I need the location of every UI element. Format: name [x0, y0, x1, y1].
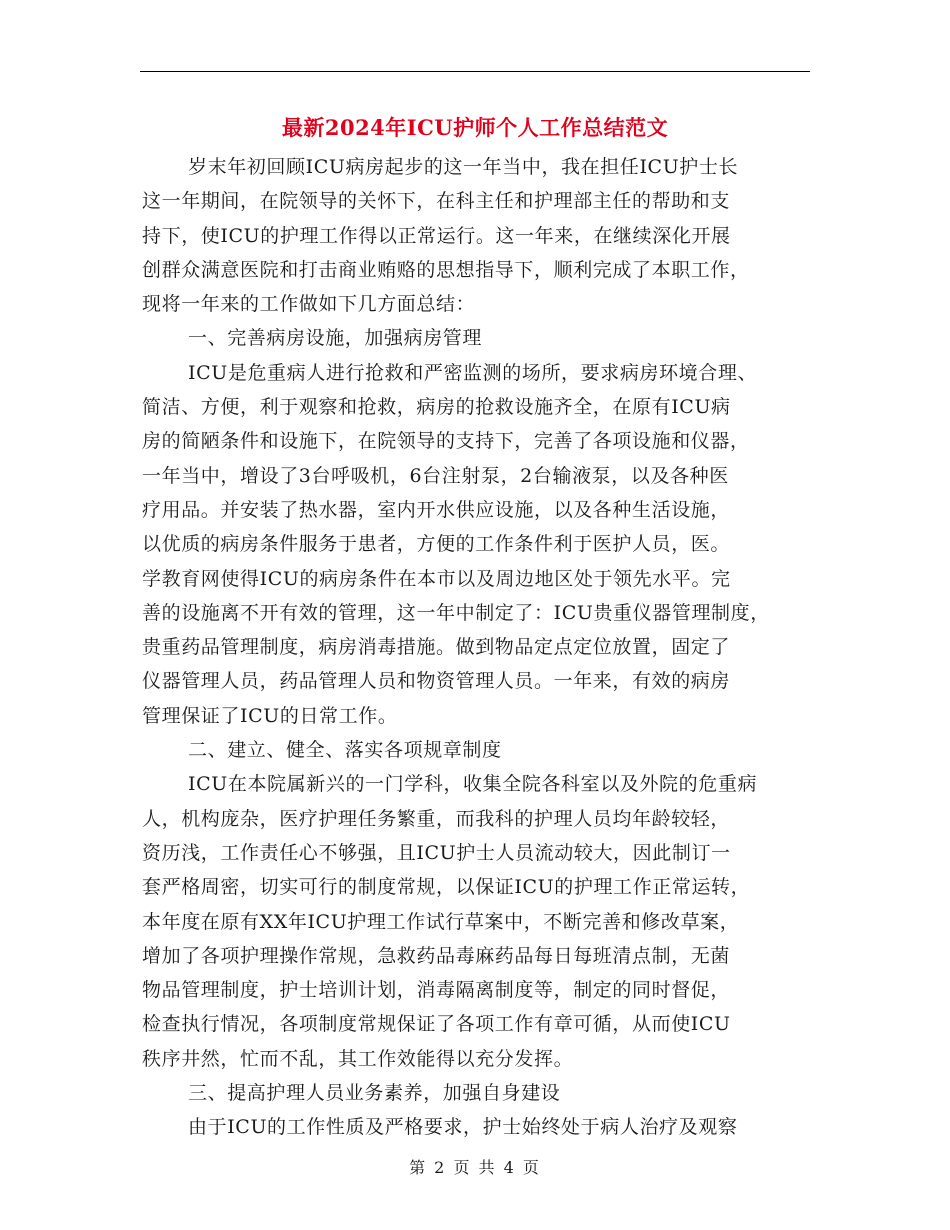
- text-line: 资历浅，工作责任心不够强，且ICU护士人员流动较大，因此制订一: [142, 841, 731, 864]
- text-line: 增加了各项护理操作常规，急救药品毒麻药品每日每班清点制，无菌: [142, 944, 731, 967]
- text-line: 人，机构庞杂，医疗护理任务繁重，而我科的护理人员均年龄较轻，: [142, 807, 731, 830]
- document-title: 最新2024年ICU护师个人工作总结范文: [281, 115, 669, 140]
- text-line: 管理保证了ICU的日常工作。: [142, 704, 398, 727]
- text-line: 仪器管理人员，药品管理人员和物资管理人员。一年来，有效的病房: [142, 670, 731, 693]
- text-line: 秩序井然，忙而不乱，其工作效能得以充分发挥。: [142, 1047, 574, 1070]
- text-line: 这一年期间，在院领导的关怀下，在科主任和护理部主任的帮助和支: [142, 190, 731, 213]
- text-line: 房的简陋条件和设施下，在院领导的支持下，完善了各项设施和仪器，: [142, 430, 750, 453]
- text-line: 以优质的病房条件服务于患者，方便的工作条件利于医护人员，医。: [142, 533, 731, 556]
- text-line: 学教育网使得ICU的病房条件在本市以及周边地区处于领先水平。完: [142, 567, 731, 590]
- text-line: 贵重药品管理制度，病房消毒措施。做到物品定点定位放置，固定了: [142, 636, 731, 659]
- text-line: 由于ICU的工作性质及严格要求，护士始终处于病人治疗及观察: [188, 1116, 738, 1139]
- text-line: 套严格周密，切实可行的制度常规，以保证ICU的护理工作正常运转，: [142, 876, 751, 899]
- text-line: 善的设施离不开有效的管理，这一年中制定了：ICU贵重仪器管理制度，: [142, 601, 770, 624]
- text-line: 创群众满意医院和打击商业贿赂的思想指导下，顺利完成了本职工作，: [142, 258, 750, 281]
- text-line: 持下，使ICU的护理工作得以正常运行。这一年来，在继续深化开展: [142, 224, 731, 247]
- text-line: 三、提高护理人员业务素养，加强自身建设: [188, 1082, 561, 1105]
- text-line: 岁末年初回顾ICU病房起步的这一年当中，我在担任ICU护士长: [188, 156, 739, 178]
- text-line: ICU是危重病人进行抢救和严密监测的场所，要求病房环境合理、: [188, 361, 758, 384]
- text-line: 一、完善病房设施，加强病房管理: [188, 327, 483, 350]
- text-line: 简洁、方便，利于观察和抢救，病房的抢救设施齐全，在原有ICU病: [142, 396, 731, 419]
- text-line: ICU在本院属新兴的一门学科，收集全院各科室以及外院的危重病: [188, 773, 758, 796]
- text-line: 疗用品。并安装了热水器，室内开水供应设施，以及各种生活设施，: [142, 498, 731, 521]
- text-line: 二、建立、健全、落实各项规章制度: [188, 739, 502, 762]
- document-body: [142, 150, 832, 1145]
- text-line: 现将一年来的工作做如下几方面总结：: [142, 293, 476, 316]
- text-line: 检查执行情况，各项制度常规保证了各项工作有章可循，从而使ICU: [142, 1013, 731, 1036]
- page-footer: 第 2 页 共 4 页: [409, 1158, 541, 1177]
- header-rule: [140, 71, 810, 72]
- text-line: 本年度在原有XX年ICU护理工作试行草案中，不断完善和修改草案，: [142, 910, 740, 933]
- text-line: 一年当中，增设了3台呼吸机，6台注射泵，2台输液泵，以及各种医: [142, 464, 729, 487]
- text-line: 物品管理制度，护士培训计划，消毒隔离制度等，制定的同时督促，: [142, 979, 731, 1002]
